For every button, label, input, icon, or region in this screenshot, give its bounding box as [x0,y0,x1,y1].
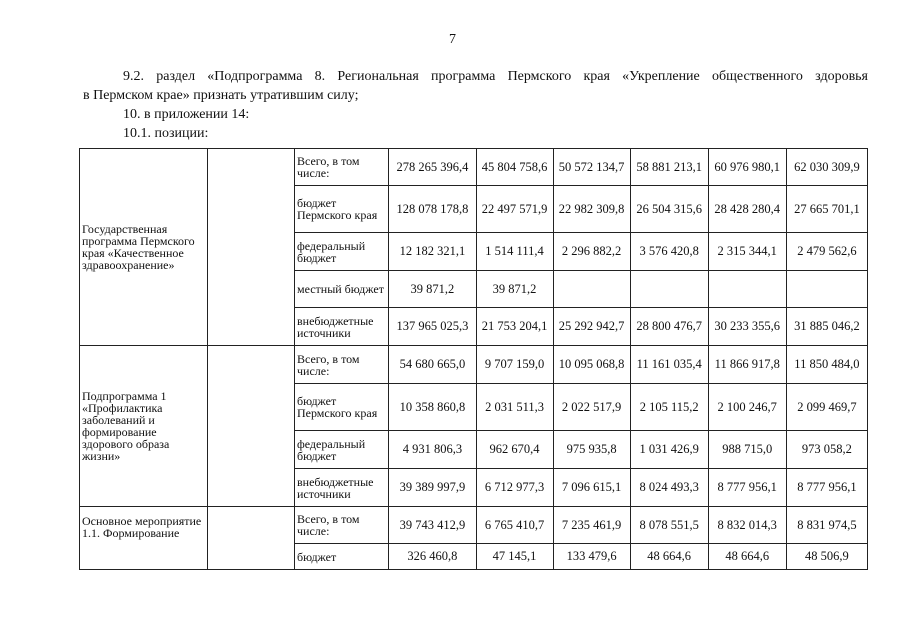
amount-cell: 54 680 665,0 [389,346,476,384]
amount-cell [786,271,867,308]
amount-cell: 31 885 046,2 [786,308,867,346]
funding-source-cell: федеральный бюджет [294,233,388,271]
amount-cell: 128 078 178,8 [389,186,476,233]
budget-table [79,148,868,570]
amount-cell: 12 182 321,1 [389,233,476,271]
amount-cell: 4 931 806,3 [389,431,476,469]
amount-cell: 6 712 977,3 [476,469,553,507]
amount-cell: 133 479,6 [553,544,630,570]
amount-cell: 25 292 942,7 [553,308,630,346]
empty-cell [207,149,294,346]
program-name-cell: Государственная программа Пермского края «Качественное здравоохранение» [80,149,208,346]
amount-cell: 30 233 355,6 [708,308,786,346]
funding-source-cell: внебюджетные источники [294,308,388,346]
amount-cell: 973 058,2 [786,431,867,469]
amount-cell: 2 479 562,6 [786,233,867,271]
amount-cell: 11 161 035,4 [630,346,708,384]
amount-cell: 50 572 134,7 [553,149,630,186]
amount-cell: 8 832 014,3 [708,507,786,544]
amount-cell: 48 506,9 [786,544,867,570]
funding-source-cell: местный бюджет [294,271,388,308]
amount-cell: 137 965 025,3 [389,308,476,346]
amount-cell: 21 753 204,1 [476,308,553,346]
paragraph-10-1: 10.1. позиции: [123,126,209,141]
amount-cell [553,271,630,308]
amount-cell: 39 871,2 [476,271,553,308]
table-row [80,346,868,384]
amount-cell: 2 022 517,9 [553,384,630,431]
table-row [80,149,868,186]
amount-cell: 2 315 344,1 [708,233,786,271]
amount-cell: 10 095 068,8 [553,346,630,384]
amount-cell: 58 881 213,1 [630,149,708,186]
amount-cell: 7 096 615,1 [553,469,630,507]
amount-cell: 27 665 701,1 [786,186,867,233]
amount-cell: 62 030 309,9 [786,149,867,186]
empty-cell [207,346,294,507]
amount-cell: 47 145,1 [476,544,553,570]
funding-source-cell: Всего, в том числе: [294,507,388,544]
amount-cell: 60 976 980,1 [708,149,786,186]
amount-cell: 962 670,4 [476,431,553,469]
amount-cell: 48 664,6 [708,544,786,570]
amount-cell: 9 707 159,0 [476,346,553,384]
amount-cell: 48 664,6 [630,544,708,570]
amount-cell: 988 715,0 [708,431,786,469]
funding-source-cell: федеральный бюджет [294,431,388,469]
program-name-cell: Подпрограмма 1 «Профилактика заболеваний и формирование здорового образа жизни» [80,346,208,507]
table-body [80,149,868,570]
amount-cell: 2 099 469,7 [786,384,867,431]
funding-source-cell: бюджет [294,544,388,570]
amount-cell: 8 777 956,1 [708,469,786,507]
amount-cell: 1 514 111,4 [476,233,553,271]
amount-cell: 8 777 956,1 [786,469,867,507]
amount-cell [708,271,786,308]
amount-cell: 11 850 484,0 [786,346,867,384]
page-number: 7 [449,32,456,47]
amount-cell: 22 497 571,9 [476,186,553,233]
funding-source-cell: внебюджетные источники [294,469,388,507]
amount-cell: 2 100 246,7 [708,384,786,431]
paragraph-9-2-continued: в Пермском крае» признать утратившим силу; [83,88,359,103]
amount-cell: 2 296 882,2 [553,233,630,271]
amount-cell: 2 105 115,2 [630,384,708,431]
amount-cell: 3 576 420,8 [630,233,708,271]
amount-cell: 39 743 412,9 [389,507,476,544]
amount-cell: 326 460,8 [389,544,476,570]
amount-cell: 6 765 410,7 [476,507,553,544]
funding-source-cell: бюджет Пермского края [294,384,388,431]
amount-cell: 1 031 426,9 [630,431,708,469]
amount-cell: 28 800 476,7 [630,308,708,346]
amount-cell: 2 031 511,3 [476,384,553,431]
amount-cell: 45 804 758,6 [476,149,553,186]
amount-cell: 10 358 860,8 [389,384,476,431]
program-name-cell: Основное мероприятие 1.1. Формирование [80,507,208,570]
funding-source-cell: Всего, в том числе: [294,346,388,384]
amount-cell: 26 504 315,6 [630,186,708,233]
amount-cell [630,271,708,308]
amount-cell: 39 871,2 [389,271,476,308]
amount-cell: 278 265 396,4 [389,149,476,186]
empty-cell [207,507,294,570]
funding-source-cell: Всего, в том числе: [294,149,388,186]
paragraph-10: 10. в приложении 14: [123,107,250,122]
table-row [80,507,868,544]
amount-cell: 39 389 997,9 [389,469,476,507]
amount-cell: 8 078 551,5 [630,507,708,544]
amount-cell: 11 866 917,8 [708,346,786,384]
funding-source-cell: бюджет Пермского края [294,186,388,233]
amount-cell: 22 982 309,8 [553,186,630,233]
amount-cell: 8 831 974,5 [786,507,867,544]
amount-cell: 8 024 493,3 [630,469,708,507]
amount-cell: 975 935,8 [553,431,630,469]
paragraph-9-2: 9.2. раздел «Подпрограмма 8. Региональная программа Пермского края «Укрепление общественного здоровья [123,69,868,84]
amount-cell: 7 235 461,9 [553,507,630,544]
amount-cell: 28 428 280,4 [708,186,786,233]
